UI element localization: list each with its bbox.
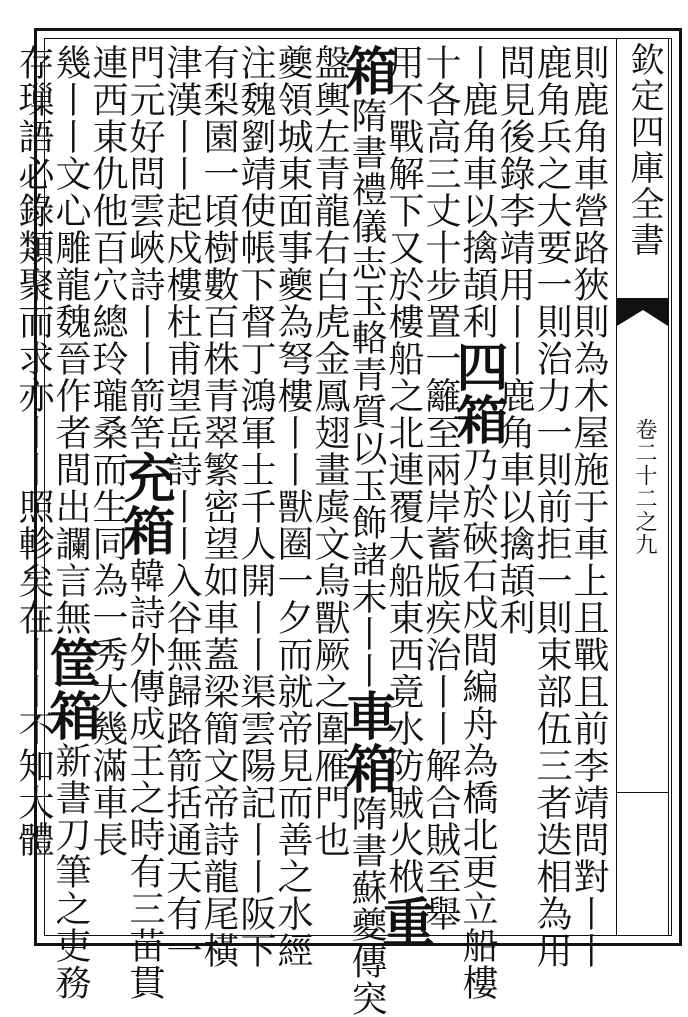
column-text: 幾丨丨文心雕龍魏晉作者間出讕言無: [50, 44, 91, 636]
column-text: 注魏劉靖使帳下督丁鴻軍士千人開丨丨渠雲陽記丨丨阪下: [235, 44, 276, 969]
column-text: 用不戰解下又於樓船之北連覆大船東西竟水防賊火栰: [383, 44, 424, 895]
book-title: 欽定四庫全書: [624, 42, 664, 258]
column-text: 盤輿左青龍右白虎金鳳翅畫虡文鳥獸: [309, 44, 350, 636]
fish-tail-mark-icon: [617, 298, 668, 326]
text-column: [114, 44, 175, 1001]
column-text: 問見後錄李靖用丨丨鹿角車以擒頡利: [494, 44, 535, 636]
text-column: [373, 44, 434, 948]
entry-headword: 四箱: [447, 340, 508, 446]
text-column: [420, 44, 464, 932]
text-column: [13, 44, 57, 930]
text-column: [40, 44, 101, 1001]
entry-headword: 箱: [336, 44, 397, 97]
column-text: 隋書蘇夔傳突: [346, 795, 387, 1017]
entry-headword: 充箱: [114, 451, 175, 557]
fold-divider-left: [616, 38, 617, 936]
column-text: 在丨丨不知大體: [13, 599, 54, 858]
column-text: 鹿角兵之大要一則治力一則前拒一則束部伍三者迭相為用: [531, 44, 572, 969]
column-text: 新書刀筆之吏務: [50, 742, 91, 1001]
column-text: 津漢丨丨起戍樓杜甫望岳詩丨丨入谷無歸路箭括通天有一: [161, 44, 202, 969]
column-text: 存璅語必錄類聚而求亦丨丨照軫矣: [13, 44, 54, 599]
text-column: [447, 44, 508, 1001]
text-column: [198, 44, 242, 969]
column-text: 厥之圍雁門也: [309, 636, 350, 858]
text-column: [87, 44, 131, 930]
entry-headword: 重: [373, 895, 434, 948]
column-text: 門元好問雲峽詩丨丨箭筈: [124, 44, 165, 451]
fold-tick-line: [617, 792, 668, 793]
entry-headword: 車箱: [336, 689, 397, 795]
text-column: [235, 44, 279, 969]
text-column: [494, 44, 538, 930]
column-text: 丨鹿角車以擒頡利: [457, 44, 498, 340]
volume-label: 卷二十二之九: [632, 418, 657, 556]
column-text: 連西東仇他百穴總玲瓏: [87, 44, 128, 414]
text-column: [531, 44, 575, 969]
text-column: [272, 44, 316, 969]
column-text: 乃於硤石戍間編舟為橋北更立船樓: [457, 446, 498, 1001]
column-text: 有梨園一頃樹數百株青翠繁密望如車蓋梁簡文帝詩龍尾橫: [198, 44, 239, 969]
fold-divider-right: [668, 38, 669, 936]
text-column: [336, 44, 397, 1017]
column-text: 十各高三丈十步置一籬至兩岸蓄版疾治丨丨解合賊至舉: [420, 44, 461, 932]
column-text: 桑而生同為一秀大幾滿車長: [87, 414, 128, 858]
text-column: [568, 44, 612, 969]
column-text: 則鹿角車營路狹則為木屋施于車上且戰且前李靖問對丨丨: [568, 44, 609, 969]
column-text: 韓詩外傳成王之時有三苗貫: [124, 557, 165, 1001]
entry-headword: 筐箱: [40, 636, 101, 742]
column-text: 夔領城東面事夔為弩樓丨丨獸圈一夕而就帝見而善之水經: [272, 44, 313, 969]
column-text: 隋書禮儀志玉輅青質以玉飾諸末丨丨: [346, 97, 387, 689]
text-column: [309, 44, 353, 930]
